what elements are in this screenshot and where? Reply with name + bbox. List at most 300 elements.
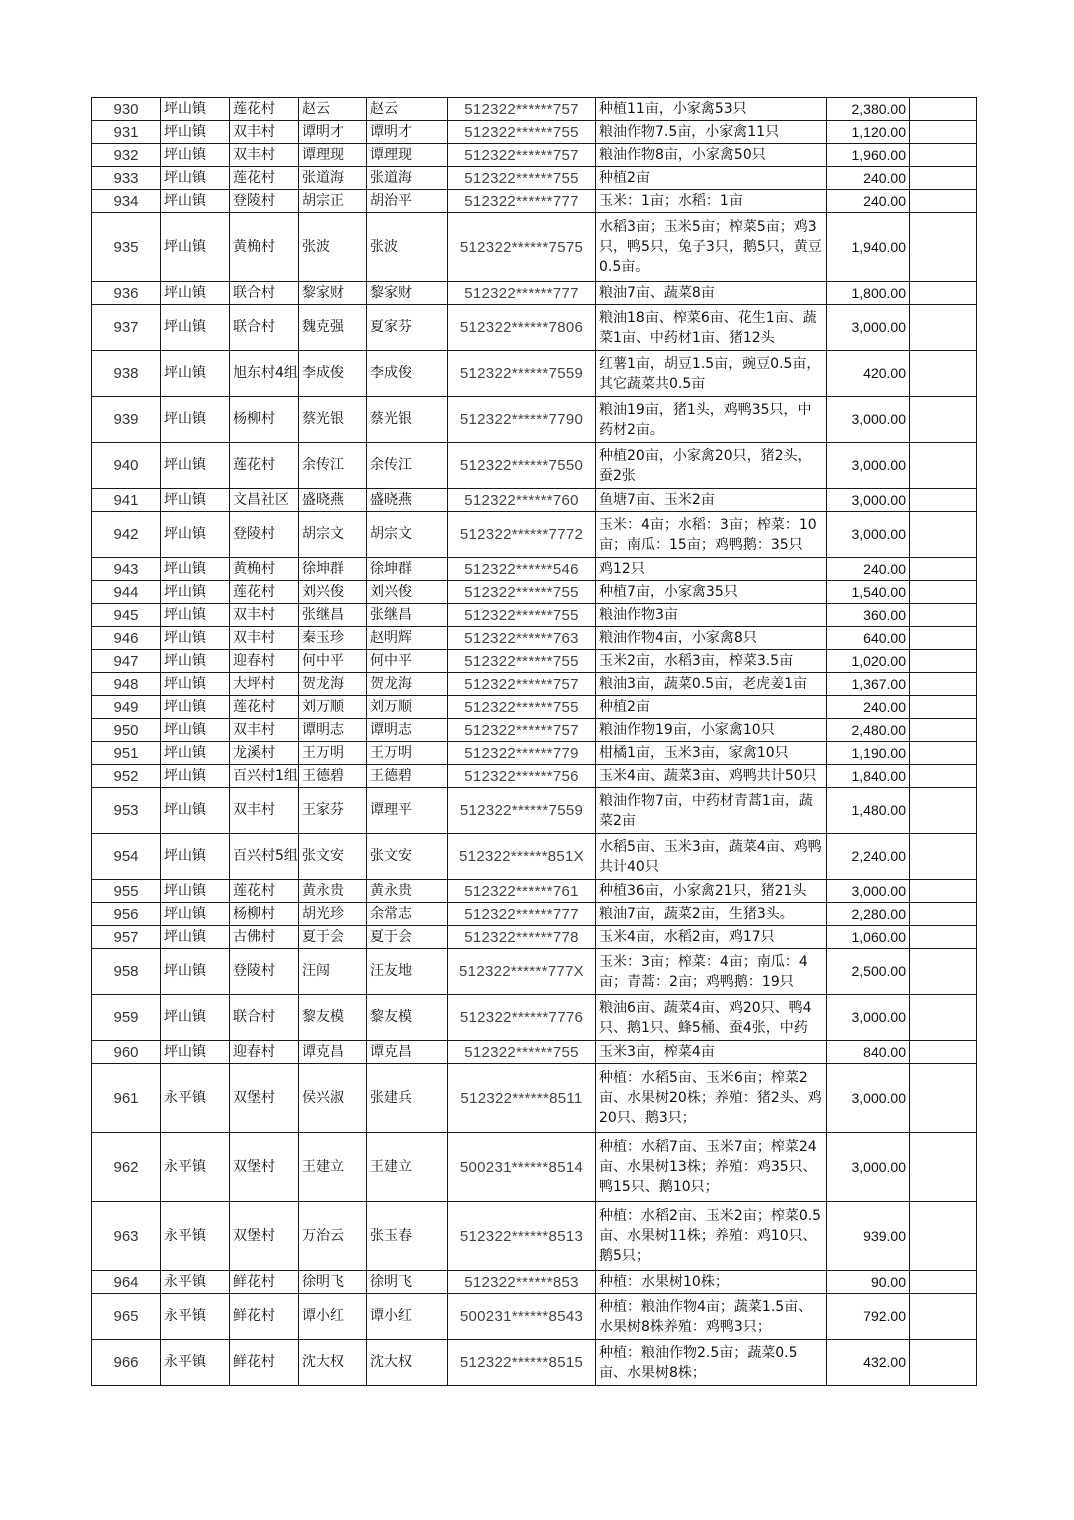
payee-cell: 张文安 bbox=[367, 834, 448, 880]
account-holder-cell: 蔡光银 bbox=[299, 397, 367, 443]
village-cell: 鲜花村 bbox=[230, 1271, 299, 1294]
row-number: 949 bbox=[92, 696, 161, 719]
town-cell: 坪山镇 bbox=[161, 512, 230, 558]
amount-cell: 360.00 bbox=[827, 604, 910, 627]
payee-cell: 胡宗文 bbox=[367, 512, 448, 558]
id-number-cell: 512322******755 bbox=[448, 650, 596, 673]
id-number-cell: 512322******757 bbox=[448, 144, 596, 167]
amount-cell: 240.00 bbox=[827, 696, 910, 719]
row-number: 940 bbox=[92, 443, 161, 489]
village-cell: 莲花村 bbox=[230, 581, 299, 604]
account-holder-cell: 魏克强 bbox=[299, 305, 367, 351]
town-cell: 坪山镇 bbox=[161, 765, 230, 788]
table-row bbox=[92, 1202, 977, 1271]
row-number: 964 bbox=[92, 1271, 161, 1294]
payee-cell: 谭克昌 bbox=[367, 1041, 448, 1064]
blank-cell bbox=[910, 1064, 977, 1133]
blank-cell bbox=[910, 397, 977, 443]
row-number: 944 bbox=[92, 581, 161, 604]
town-cell: 坪山镇 bbox=[161, 167, 230, 190]
account-holder-cell: 徐明飞 bbox=[299, 1271, 367, 1294]
id-number-cell: 512322******7559 bbox=[448, 788, 596, 834]
id-number-cell: 512322******756 bbox=[448, 765, 596, 788]
row-number: 942 bbox=[92, 512, 161, 558]
id-number-cell: 512322******7559 bbox=[448, 351, 596, 397]
town-cell: 坪山镇 bbox=[161, 627, 230, 650]
amount-cell: 1,840.00 bbox=[827, 765, 910, 788]
town-cell: 永平镇 bbox=[161, 1340, 230, 1386]
table-row bbox=[92, 627, 977, 650]
amount-cell: 1,480.00 bbox=[827, 788, 910, 834]
village-cell: 迎春村 bbox=[230, 1041, 299, 1064]
village-cell: 双丰村 bbox=[230, 788, 299, 834]
table-row bbox=[92, 121, 977, 144]
payee-cell: 夏家芬 bbox=[367, 305, 448, 351]
subsidy-content-cell: 鸡12只 bbox=[596, 558, 827, 581]
row-number: 936 bbox=[92, 282, 161, 305]
village-cell: 百兴村5组 bbox=[230, 834, 299, 880]
id-number-cell: 512322******546 bbox=[448, 558, 596, 581]
village-cell: 旭东村4组 bbox=[230, 351, 299, 397]
blank-cell bbox=[910, 1294, 977, 1340]
village-cell: 黄桷村 bbox=[230, 558, 299, 581]
blank-cell bbox=[910, 673, 977, 696]
account-holder-cell: 余传江 bbox=[299, 443, 367, 489]
id-number-cell: 512322******757 bbox=[448, 98, 596, 121]
amount-cell: 3,000.00 bbox=[827, 489, 910, 512]
amount-cell: 1,367.00 bbox=[827, 673, 910, 696]
town-cell: 坪山镇 bbox=[161, 351, 230, 397]
account-holder-cell: 王建立 bbox=[299, 1133, 367, 1202]
id-number-cell: 512322******777X bbox=[448, 949, 596, 995]
village-cell: 黄桷村 bbox=[230, 213, 299, 282]
subsidy-content-cell: 种植：水稻7亩、玉米7亩；榨菜24亩、水果树13株；养殖：鸡35只、鸭15只、鹅10只； bbox=[596, 1133, 827, 1202]
id-number-cell: 512322******7575 bbox=[448, 213, 596, 282]
subsidy-content-cell: 粮油7亩、蔬菜8亩 bbox=[596, 282, 827, 305]
blank-cell bbox=[910, 443, 977, 489]
row-number: 951 bbox=[92, 742, 161, 765]
table-row bbox=[92, 788, 977, 834]
subsidy-content-cell: 玉米4亩，水稻2亩，鸡17只 bbox=[596, 926, 827, 949]
village-cell: 双丰村 bbox=[230, 719, 299, 742]
subsidy-content-cell: 种植2亩 bbox=[596, 167, 827, 190]
payee-cell: 夏于会 bbox=[367, 926, 448, 949]
amount-cell: 1,060.00 bbox=[827, 926, 910, 949]
blank-cell bbox=[910, 1133, 977, 1202]
id-number-cell: 512322******757 bbox=[448, 719, 596, 742]
town-cell: 坪山镇 bbox=[161, 121, 230, 144]
village-cell: 文昌社区 bbox=[230, 489, 299, 512]
row-number: 947 bbox=[92, 650, 161, 673]
table-row bbox=[92, 696, 977, 719]
subsidy-content-cell: 玉米：3亩；榨菜：4亩；南瓜：4亩；青蒿：2亩；鸡鸭鹅：19只 bbox=[596, 949, 827, 995]
subsidy-content-cell: 粮油3亩，蔬菜0.5亩，老虎姜1亩 bbox=[596, 673, 827, 696]
subsidy-content-cell: 水稻5亩、玉米3亩，蔬菜4亩、鸡鸭共计40只 bbox=[596, 834, 827, 880]
row-number: 952 bbox=[92, 765, 161, 788]
id-number-cell: 512322******777 bbox=[448, 190, 596, 213]
account-holder-cell: 谭明才 bbox=[299, 121, 367, 144]
id-number-cell: 512322******7776 bbox=[448, 995, 596, 1041]
village-cell: 双堡村 bbox=[230, 1064, 299, 1133]
table-row bbox=[92, 1041, 977, 1064]
id-number-cell: 512322******853 bbox=[448, 1271, 596, 1294]
table-row bbox=[92, 512, 977, 558]
table-row bbox=[92, 995, 977, 1041]
amount-cell: 3,000.00 bbox=[827, 512, 910, 558]
village-cell: 莲花村 bbox=[230, 98, 299, 121]
payee-cell: 徐明飞 bbox=[367, 1271, 448, 1294]
row-number: 962 bbox=[92, 1133, 161, 1202]
table-row bbox=[92, 581, 977, 604]
row-number: 937 bbox=[92, 305, 161, 351]
village-cell: 登陵村 bbox=[230, 512, 299, 558]
payee-cell: 盛晓燕 bbox=[367, 489, 448, 512]
row-number: 957 bbox=[92, 926, 161, 949]
account-holder-cell: 李成俊 bbox=[299, 351, 367, 397]
subsidy-records-table bbox=[91, 97, 977, 1386]
account-holder-cell: 贺龙海 bbox=[299, 673, 367, 696]
payee-cell: 胡治平 bbox=[367, 190, 448, 213]
id-number-cell: 512322******7790 bbox=[448, 397, 596, 443]
blank-cell bbox=[910, 627, 977, 650]
blank-cell bbox=[910, 788, 977, 834]
row-number: 946 bbox=[92, 627, 161, 650]
account-holder-cell: 张道海 bbox=[299, 167, 367, 190]
payee-cell: 何中平 bbox=[367, 650, 448, 673]
account-holder-cell: 谭克昌 bbox=[299, 1041, 367, 1064]
village-cell: 双丰村 bbox=[230, 144, 299, 167]
payee-cell: 谭理现 bbox=[367, 144, 448, 167]
payee-cell: 谭理平 bbox=[367, 788, 448, 834]
row-number: 956 bbox=[92, 903, 161, 926]
row-number: 959 bbox=[92, 995, 161, 1041]
payee-cell: 汪友地 bbox=[367, 949, 448, 995]
payee-cell: 余常志 bbox=[367, 903, 448, 926]
payee-cell: 余传江 bbox=[367, 443, 448, 489]
payee-cell: 谭小红 bbox=[367, 1294, 448, 1340]
table-row bbox=[92, 742, 977, 765]
blank-cell bbox=[910, 489, 977, 512]
table-row bbox=[92, 144, 977, 167]
subsidy-content-cell: 柑橘1亩，玉米3亩，家禽10只 bbox=[596, 742, 827, 765]
town-cell: 坪山镇 bbox=[161, 98, 230, 121]
town-cell: 坪山镇 bbox=[161, 834, 230, 880]
table-row bbox=[92, 1340, 977, 1386]
account-holder-cell: 何中平 bbox=[299, 650, 367, 673]
town-cell: 坪山镇 bbox=[161, 903, 230, 926]
table-row bbox=[92, 903, 977, 926]
account-holder-cell: 张波 bbox=[299, 213, 367, 282]
amount-cell: 3,000.00 bbox=[827, 1133, 910, 1202]
amount-cell: 432.00 bbox=[827, 1340, 910, 1386]
blank-cell bbox=[910, 282, 977, 305]
village-cell: 双堡村 bbox=[230, 1202, 299, 1271]
payee-cell: 张道海 bbox=[367, 167, 448, 190]
village-cell: 登陵村 bbox=[230, 949, 299, 995]
id-number-cell: 512322******7806 bbox=[448, 305, 596, 351]
subsidy-content-cell: 粮油19亩，猪1头，鸡鸭35只，中药材2亩。 bbox=[596, 397, 827, 443]
amount-cell: 3,000.00 bbox=[827, 1064, 910, 1133]
id-number-cell: 512322******7772 bbox=[448, 512, 596, 558]
town-cell: 坪山镇 bbox=[161, 604, 230, 627]
payee-cell: 赵云 bbox=[367, 98, 448, 121]
account-holder-cell: 王德碧 bbox=[299, 765, 367, 788]
amount-cell: 90.00 bbox=[827, 1271, 910, 1294]
town-cell: 坪山镇 bbox=[161, 995, 230, 1041]
id-number-cell: 512322******779 bbox=[448, 742, 596, 765]
village-cell: 双丰村 bbox=[230, 604, 299, 627]
blank-cell bbox=[910, 834, 977, 880]
row-number: 966 bbox=[92, 1340, 161, 1386]
table-row bbox=[92, 213, 977, 282]
subsidy-content-cell: 粮油作物4亩，小家禽8只 bbox=[596, 627, 827, 650]
town-cell: 永平镇 bbox=[161, 1271, 230, 1294]
town-cell: 永平镇 bbox=[161, 1064, 230, 1133]
row-number: 939 bbox=[92, 397, 161, 443]
blank-cell bbox=[910, 121, 977, 144]
id-number-cell: 512322******778 bbox=[448, 926, 596, 949]
table-row bbox=[92, 282, 977, 305]
row-number: 955 bbox=[92, 880, 161, 903]
id-number-cell: 500231******8543 bbox=[448, 1294, 596, 1340]
id-number-cell: 512322******755 bbox=[448, 604, 596, 627]
account-holder-cell: 刘兴俊 bbox=[299, 581, 367, 604]
table-row bbox=[92, 1133, 977, 1202]
payee-cell: 王建立 bbox=[367, 1133, 448, 1202]
subsidy-content-cell: 种植36亩，小家禽21只，猪21头 bbox=[596, 880, 827, 903]
table-row bbox=[92, 489, 977, 512]
blank-cell bbox=[910, 581, 977, 604]
amount-cell: 640.00 bbox=[827, 627, 910, 650]
town-cell: 永平镇 bbox=[161, 1294, 230, 1340]
subsidy-content-cell: 种植：粮油作物4亩；蔬菜1.5亩、水果树8株养殖：鸡鸭3只； bbox=[596, 1294, 827, 1340]
amount-cell: 3,000.00 bbox=[827, 995, 910, 1041]
subsidy-content-cell: 种植：水稻2亩、玉米2亩；榨菜0.5亩、水果树11株；养殖：鸡10只、鹅5只； bbox=[596, 1202, 827, 1271]
row-number: 933 bbox=[92, 167, 161, 190]
subsidy-content-cell: 玉米：1亩；水稻：1亩 bbox=[596, 190, 827, 213]
amount-cell: 840.00 bbox=[827, 1041, 910, 1064]
table-row bbox=[92, 765, 977, 788]
payee-cell: 王万明 bbox=[367, 742, 448, 765]
row-number: 938 bbox=[92, 351, 161, 397]
table-row bbox=[92, 190, 977, 213]
payee-cell: 张建兵 bbox=[367, 1064, 448, 1133]
payee-cell: 李成俊 bbox=[367, 351, 448, 397]
row-number: 954 bbox=[92, 834, 161, 880]
blank-cell bbox=[910, 650, 977, 673]
subsidy-content-cell: 粮油作物7.5亩，小家禽11只 bbox=[596, 121, 827, 144]
town-cell: 坪山镇 bbox=[161, 788, 230, 834]
village-cell: 鲜花村 bbox=[230, 1340, 299, 1386]
blank-cell bbox=[910, 696, 977, 719]
town-cell: 永平镇 bbox=[161, 1202, 230, 1271]
id-number-cell: 512322******755 bbox=[448, 121, 596, 144]
amount-cell: 1,940.00 bbox=[827, 213, 910, 282]
village-cell: 联合村 bbox=[230, 305, 299, 351]
amount-cell: 2,480.00 bbox=[827, 719, 910, 742]
village-cell: 迎春村 bbox=[230, 650, 299, 673]
village-cell: 莲花村 bbox=[230, 167, 299, 190]
payee-cell: 蔡光银 bbox=[367, 397, 448, 443]
id-number-cell: 512322******755 bbox=[448, 1041, 596, 1064]
account-holder-cell: 盛晓燕 bbox=[299, 489, 367, 512]
village-cell: 古佛村 bbox=[230, 926, 299, 949]
blank-cell bbox=[910, 1271, 977, 1294]
table-row bbox=[92, 1064, 977, 1133]
table-row bbox=[92, 880, 977, 903]
payee-cell: 王德碧 bbox=[367, 765, 448, 788]
row-number: 945 bbox=[92, 604, 161, 627]
blank-cell bbox=[910, 719, 977, 742]
id-number-cell: 512322******7550 bbox=[448, 443, 596, 489]
payee-cell: 谭明志 bbox=[367, 719, 448, 742]
row-number: 953 bbox=[92, 788, 161, 834]
table-row bbox=[92, 719, 977, 742]
account-holder-cell: 黎友模 bbox=[299, 995, 367, 1041]
payee-cell: 黄永贵 bbox=[367, 880, 448, 903]
table-row bbox=[92, 351, 977, 397]
subsidy-content-cell: 粮油作物8亩，小家禽50只 bbox=[596, 144, 827, 167]
blank-cell bbox=[910, 765, 977, 788]
blank-cell bbox=[910, 995, 977, 1041]
amount-cell: 2,280.00 bbox=[827, 903, 910, 926]
account-holder-cell: 赵云 bbox=[299, 98, 367, 121]
subsidy-content-cell: 红薯1亩，胡豆1.5亩，豌豆0.5亩，其它蔬菜共0.5亩 bbox=[596, 351, 827, 397]
amount-cell: 3,000.00 bbox=[827, 443, 910, 489]
account-holder-cell: 王家芬 bbox=[299, 788, 367, 834]
account-holder-cell: 秦玉珍 bbox=[299, 627, 367, 650]
village-cell: 联合村 bbox=[230, 995, 299, 1041]
village-cell: 双堡村 bbox=[230, 1133, 299, 1202]
id-number-cell: 512322******8511 bbox=[448, 1064, 596, 1133]
id-number-cell: 512322******761 bbox=[448, 880, 596, 903]
payee-cell: 赵明辉 bbox=[367, 627, 448, 650]
id-number-cell: 512322******777 bbox=[448, 282, 596, 305]
row-number: 932 bbox=[92, 144, 161, 167]
blank-cell bbox=[910, 144, 977, 167]
town-cell: 坪山镇 bbox=[161, 581, 230, 604]
blank-cell bbox=[910, 351, 977, 397]
subsidy-content-cell: 种植：粮油作物2.5亩；蔬菜0.5亩、水果树8株； bbox=[596, 1340, 827, 1386]
table-row bbox=[92, 1271, 977, 1294]
amount-cell: 3,000.00 bbox=[827, 397, 910, 443]
id-number-cell: 512322******755 bbox=[448, 696, 596, 719]
town-cell: 坪山镇 bbox=[161, 880, 230, 903]
id-number-cell: 512322******851X bbox=[448, 834, 596, 880]
row-number: 958 bbox=[92, 949, 161, 995]
row-number: 961 bbox=[92, 1064, 161, 1133]
blank-cell bbox=[910, 903, 977, 926]
subsidy-content-cell: 种植：水稻5亩、玉米6亩；榨菜2亩、水果树20株；养殖：猪2头、鸡20只、鹅3只； bbox=[596, 1064, 827, 1133]
village-cell: 百兴村1组 bbox=[230, 765, 299, 788]
blank-cell bbox=[910, 604, 977, 627]
table-row bbox=[92, 167, 977, 190]
payee-cell: 张继昌 bbox=[367, 604, 448, 627]
amount-cell: 939.00 bbox=[827, 1202, 910, 1271]
id-number-cell: 512322******755 bbox=[448, 167, 596, 190]
town-cell: 坪山镇 bbox=[161, 443, 230, 489]
subsidy-content-cell: 粮油18亩、榨菜6亩、花生1亩、蔬菜1亩、中药材1亩、猪12头 bbox=[596, 305, 827, 351]
blank-cell bbox=[910, 558, 977, 581]
table-row bbox=[92, 834, 977, 880]
amount-cell: 3,000.00 bbox=[827, 305, 910, 351]
blank-cell bbox=[910, 213, 977, 282]
subsidy-content-cell: 种植20亩，小家禽20只，猪2头，蚕2张 bbox=[596, 443, 827, 489]
village-cell: 双丰村 bbox=[230, 121, 299, 144]
amount-cell: 1,800.00 bbox=[827, 282, 910, 305]
blank-cell bbox=[910, 305, 977, 351]
subsidy-content-cell: 粮油作物7亩，中药材青蒿1亩，蔬菜2亩 bbox=[596, 788, 827, 834]
village-cell: 杨柳村 bbox=[230, 397, 299, 443]
id-number-cell: 512322******777 bbox=[448, 903, 596, 926]
blank-cell bbox=[910, 742, 977, 765]
amount-cell: 240.00 bbox=[827, 167, 910, 190]
row-number: 931 bbox=[92, 121, 161, 144]
table-row bbox=[92, 604, 977, 627]
account-holder-cell: 谭理现 bbox=[299, 144, 367, 167]
amount-cell: 1,020.00 bbox=[827, 650, 910, 673]
table-row bbox=[92, 558, 977, 581]
subsidy-content-cell: 鱼塘7亩、玉米2亩 bbox=[596, 489, 827, 512]
town-cell: 坪山镇 bbox=[161, 673, 230, 696]
town-cell: 坪山镇 bbox=[161, 558, 230, 581]
village-cell: 莲花村 bbox=[230, 443, 299, 489]
subsidy-content-cell: 粮油6亩、蔬菜4亩、鸡20只、鸭4只、鹅1只、蜂5桶、蚕4张，中药 bbox=[596, 995, 827, 1041]
row-number: 941 bbox=[92, 489, 161, 512]
amount-cell: 3,000.00 bbox=[827, 880, 910, 903]
account-holder-cell: 张文安 bbox=[299, 834, 367, 880]
village-cell: 莲花村 bbox=[230, 696, 299, 719]
amount-cell: 1,540.00 bbox=[827, 581, 910, 604]
account-holder-cell: 万治云 bbox=[299, 1202, 367, 1271]
account-holder-cell: 汪闯 bbox=[299, 949, 367, 995]
village-cell: 登陵村 bbox=[230, 190, 299, 213]
village-cell: 杨柳村 bbox=[230, 903, 299, 926]
id-number-cell: 512322******8515 bbox=[448, 1340, 596, 1386]
town-cell: 永平镇 bbox=[161, 1133, 230, 1202]
subsidy-content-cell: 玉米2亩，水稻3亩，榨菜3.5亩 bbox=[596, 650, 827, 673]
subsidy-content-cell: 种植7亩，小家禽35只 bbox=[596, 581, 827, 604]
row-number: 965 bbox=[92, 1294, 161, 1340]
blank-cell bbox=[910, 926, 977, 949]
amount-cell: 1,120.00 bbox=[827, 121, 910, 144]
blank-cell bbox=[910, 949, 977, 995]
account-holder-cell: 胡宗正 bbox=[299, 190, 367, 213]
blank-cell bbox=[910, 880, 977, 903]
table-row bbox=[92, 650, 977, 673]
village-cell: 鲜花村 bbox=[230, 1294, 299, 1340]
subsidy-content-cell: 玉米4亩、蔬菜3亩、鸡鸭共计50只 bbox=[596, 765, 827, 788]
table-row bbox=[92, 98, 977, 121]
subsidy-content-cell: 粮油作物3亩 bbox=[596, 604, 827, 627]
row-number: 935 bbox=[92, 213, 161, 282]
account-holder-cell: 王万明 bbox=[299, 742, 367, 765]
village-cell: 双丰村 bbox=[230, 627, 299, 650]
subsidy-content-cell: 种植11亩，小家禽53只 bbox=[596, 98, 827, 121]
town-cell: 坪山镇 bbox=[161, 949, 230, 995]
subsidy-content-cell: 水稻3亩；玉米5亩；榨菜5亩；鸡3只，鸭5只，兔子3只，鹅5只，黄豆0.5亩。 bbox=[596, 213, 827, 282]
town-cell: 坪山镇 bbox=[161, 926, 230, 949]
blank-cell bbox=[910, 190, 977, 213]
account-holder-cell: 黄永贵 bbox=[299, 880, 367, 903]
account-holder-cell: 胡宗文 bbox=[299, 512, 367, 558]
town-cell: 坪山镇 bbox=[161, 489, 230, 512]
payee-cell: 徐坤群 bbox=[367, 558, 448, 581]
town-cell: 坪山镇 bbox=[161, 719, 230, 742]
amount-cell: 2,380.00 bbox=[827, 98, 910, 121]
account-holder-cell: 黎家财 bbox=[299, 282, 367, 305]
town-cell: 坪山镇 bbox=[161, 282, 230, 305]
